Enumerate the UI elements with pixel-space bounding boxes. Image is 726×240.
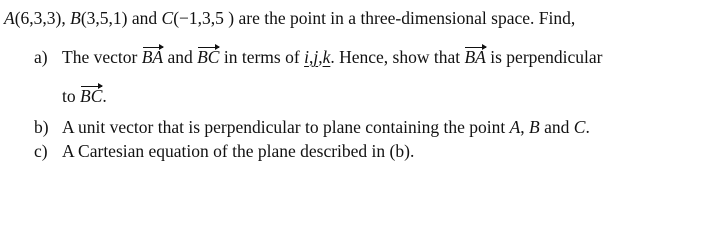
- part-b-label: b): [34, 117, 49, 137]
- part-b-and: and: [544, 117, 570, 137]
- unit-vector-i: i: [304, 47, 309, 67]
- part-a-text-1: The vector: [62, 47, 138, 67]
- point-b-symbol: B: [70, 8, 81, 28]
- part-b-end: .: [585, 117, 590, 137]
- part-a-text-7: .: [102, 86, 107, 106]
- vector-bc: BC: [197, 47, 220, 67]
- part-b-comma: ,: [520, 117, 525, 137]
- part-a-text-2: and: [167, 47, 193, 67]
- intro-line: [4, 7, 575, 29]
- unit-vector-k: k: [322, 47, 331, 67]
- part-a-text-5: is perpendicular: [490, 47, 603, 67]
- intro-and: and: [131, 8, 158, 28]
- part-c-line: [34, 140, 414, 162]
- part-a-line-2: [62, 85, 107, 107]
- vector-ba-2: BA: [464, 47, 486, 67]
- part-a-text-6: to: [62, 86, 76, 106]
- part-c-label: c): [34, 141, 48, 161]
- part-b-point-a: A: [509, 117, 521, 137]
- part-b-point-c: C: [573, 117, 586, 137]
- part-b-text: A unit vector that is perpendicular to plane containing the point: [62, 117, 506, 137]
- part-b-point-b: B: [529, 117, 540, 137]
- point-b-coords: (3,5,1): [80, 8, 128, 28]
- point-c-symbol: C: [161, 8, 174, 28]
- vector-ba: BA: [141, 47, 164, 67]
- point-c-coords: (−1,3,5 ): [173, 8, 235, 28]
- part-a-text-3: in terms of: [223, 47, 300, 67]
- part-a-text-4: . Hence, show that: [330, 47, 461, 67]
- unit-vector-j: j: [313, 47, 319, 67]
- part-a-label: a): [34, 47, 48, 67]
- vector-bc-2: BC: [80, 86, 103, 106]
- part-a-line-1: a) The vector BA and BC in terms of i,j,k. Hence, show that BA is perpendicular: [34, 47, 603, 67]
- part-c-text: A Cartesian equation of the plane described in (b).: [62, 141, 415, 161]
- intro-tail: are the point in a three-dimensional space. Find,: [238, 8, 576, 28]
- point-a-coords: (6,3,3),: [14, 8, 66, 28]
- point-a-symbol: A: [4, 8, 15, 28]
- part-b-line: [34, 116, 590, 138]
